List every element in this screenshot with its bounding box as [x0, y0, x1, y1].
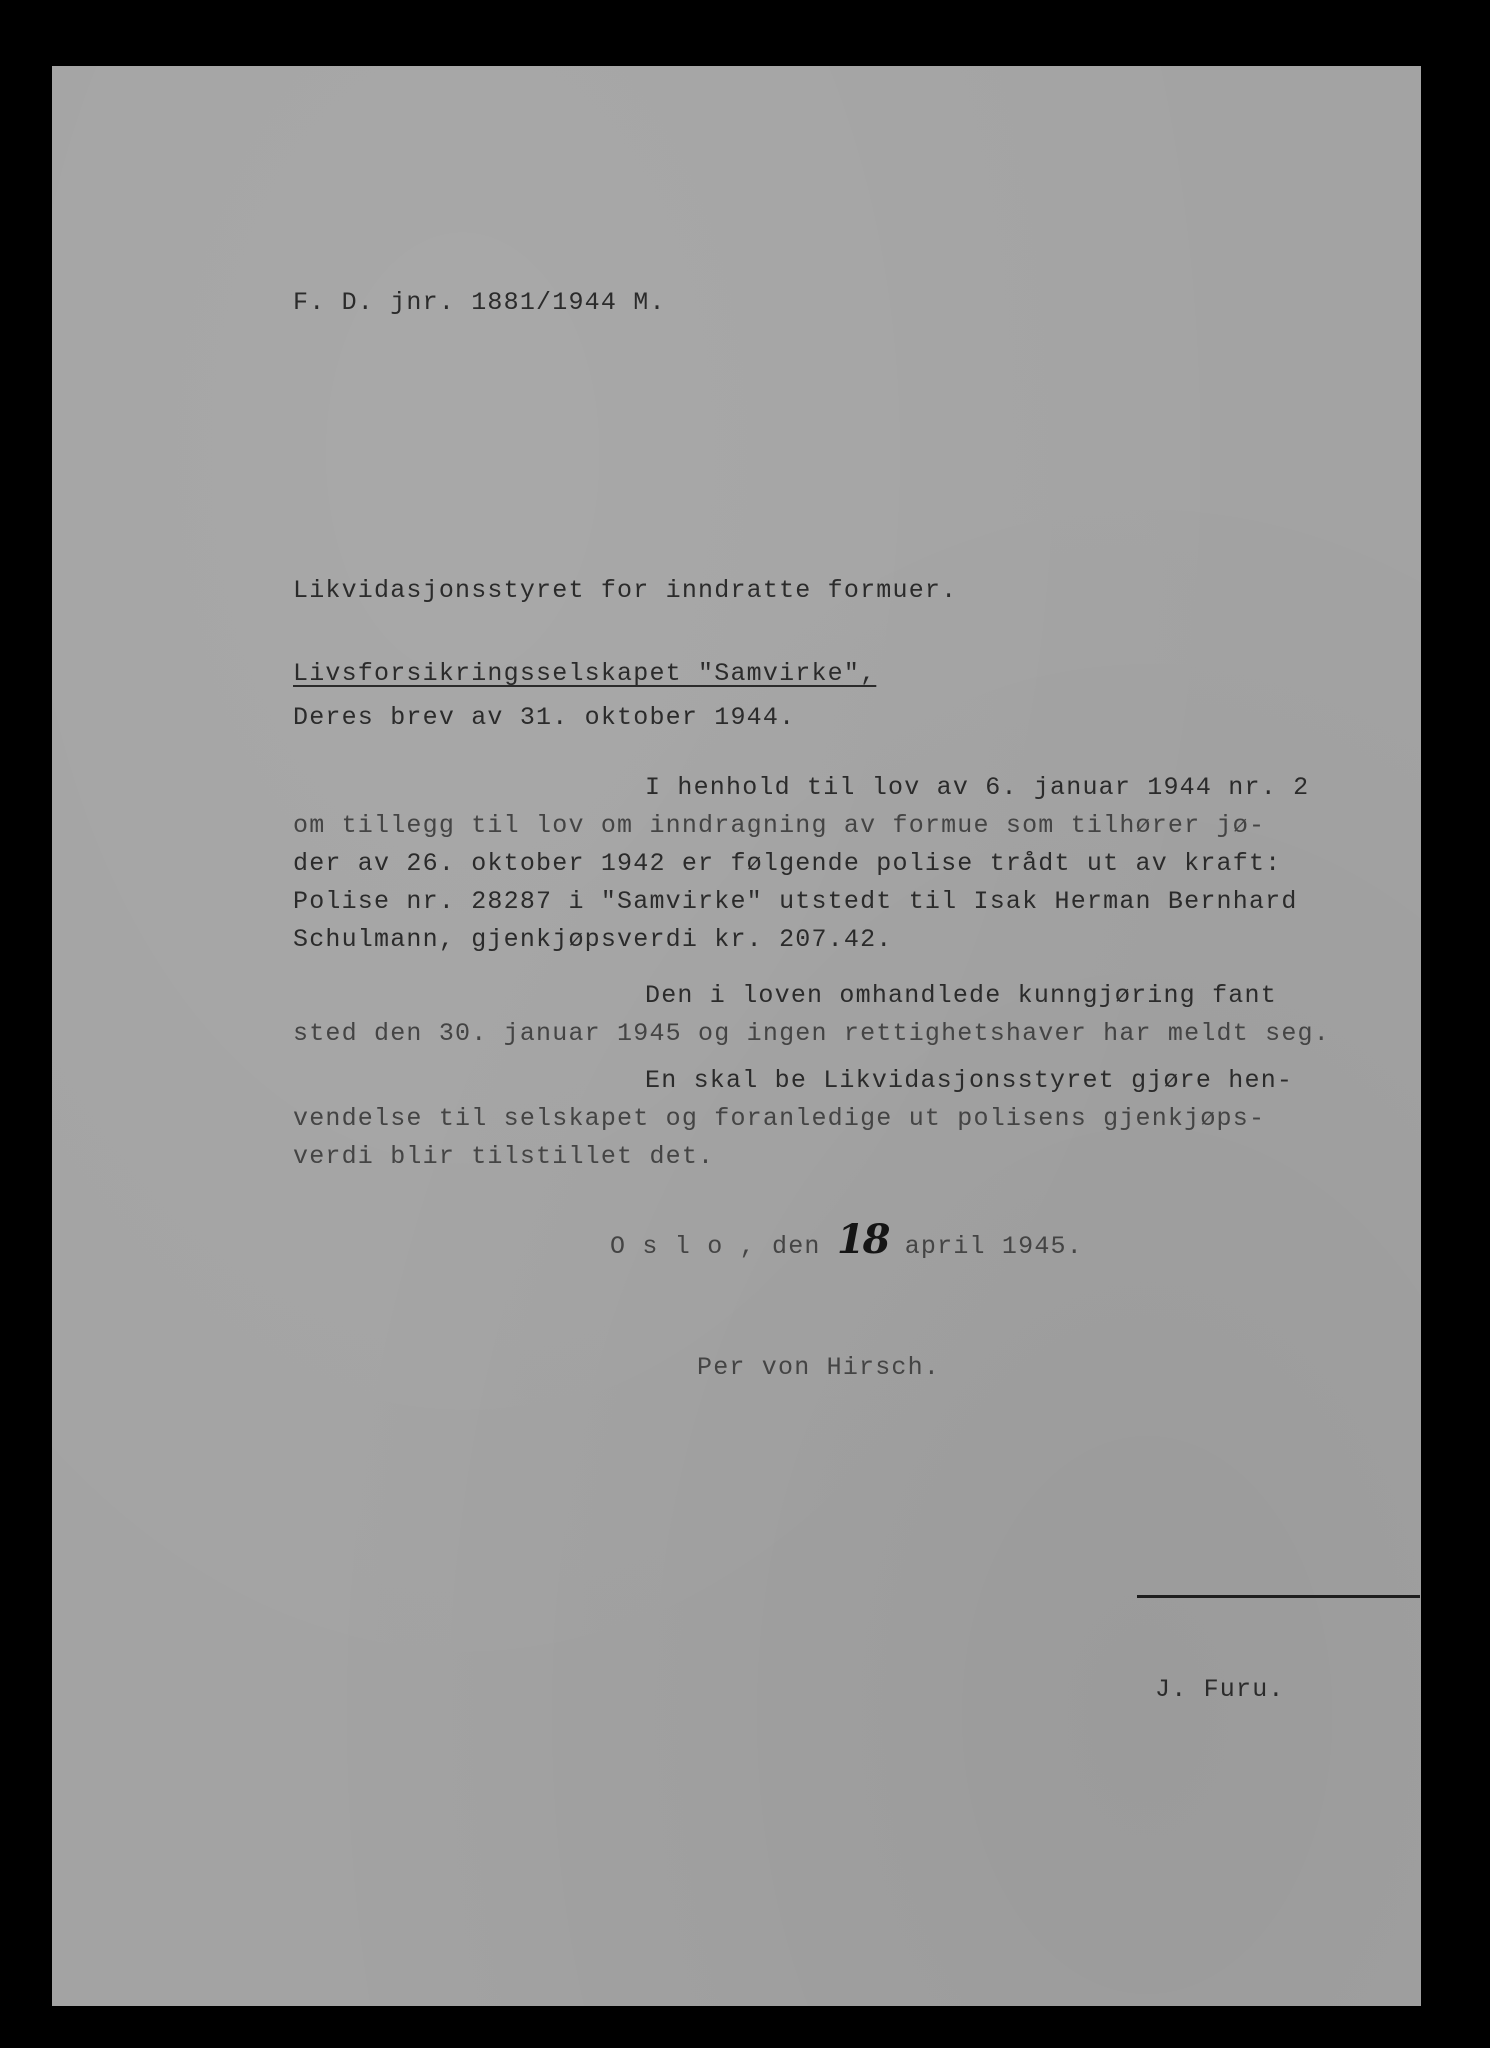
handwritten-day: 18 — [836, 1216, 889, 1263]
countersigner-name: J. Furu. — [1155, 1675, 1285, 1704]
dateline-place: O s l o , den — [610, 1232, 821, 1261]
body-line: Polise nr. 28287 i "Samvirke" utstedt til Isak Herman Bernhard — [293, 887, 1298, 916]
body-line: sted den 30. januar 1945 og ingen rettighetshaver har meldt seg. — [293, 1019, 1330, 1048]
body-line: vendelse til selskapet og foranledige ut polisens gjenkjøps- — [293, 1104, 1266, 1133]
body-line: Schulmann, gjenkjøpsverdi kr. 207.42. — [293, 925, 893, 954]
body-line: I henhold til lov av 6. januar 1944 nr. 2 — [645, 773, 1310, 802]
dateline-date: april 1945. — [904, 1232, 1083, 1261]
dateline — [610, 1216, 1083, 1265]
body-line: En skal be Likvidasjonsstyret gjøre hen- — [645, 1066, 1294, 1095]
body-line: om tillegg til lov om inndragning av formue som tilhører jø- — [293, 811, 1266, 840]
subject-line: Livsforsikringsselskapet "Samvirke", — [293, 659, 877, 688]
body-line: verdi blir tilstillet det. — [293, 1142, 715, 1171]
subject-reference: Deres brev av 31. oktober 1944. — [293, 703, 796, 732]
recipient: Likvidasjonsstyret for inndratte formuer. — [293, 576, 958, 605]
body-line: Den i loven omhandlede kunngjøring fant — [645, 981, 1277, 1010]
reference-number: F. D. jnr. 1881/1944 M. — [293, 288, 666, 317]
signature-line — [1137, 1595, 1420, 1598]
signer-name: Per von Hirsch. — [697, 1353, 941, 1382]
body-line: der av 26. oktober 1942 er følgende polise trådt ut av kraft: — [293, 849, 1282, 878]
